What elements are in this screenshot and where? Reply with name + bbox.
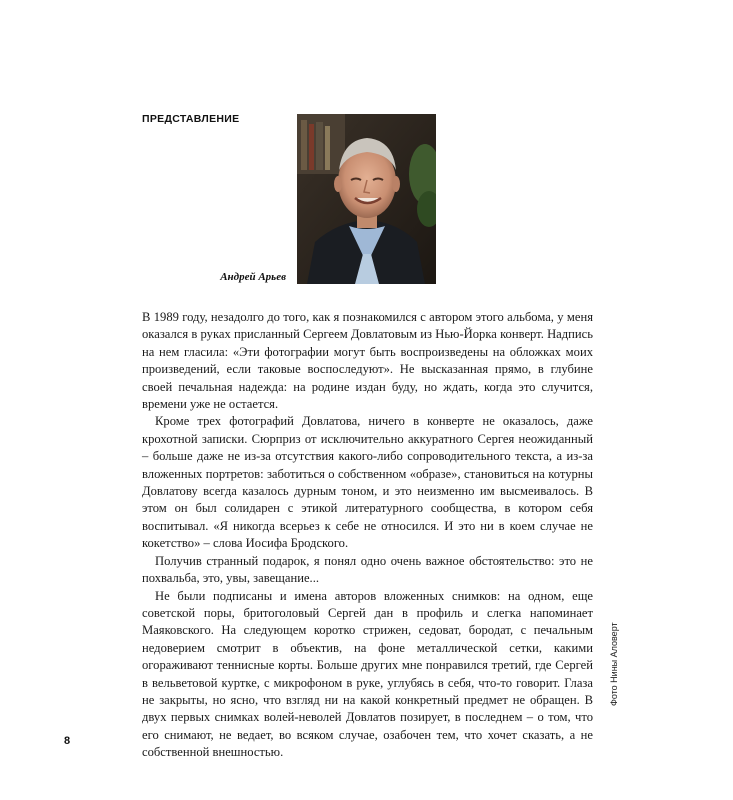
page-number: 8	[64, 735, 71, 747]
article-paragraph: Не были подписаны и имена авторов вложенных снимков: на одном, еще советской поры, бритоголовый Сергей дан в профиль и слегка напоминает Маяковского. На следующем коротко стрижен, седоват, бородат, с печальным недоверием смотрит в объектив, на фоне металлической сетки, какими огораживают теннисные корты. Больше других мне понравился третий, где Сергей в вельветовой куртке, с микрофоном в руке, углубясь в себя, что-то говорит. Глаза не закрыты, но ясно, что взгляд ни на какой конкретный предмет не обращен. В двух первых снимках волей-неволей Довлатов позирует, в последнем – о том, что его снимают, не ведает, во всяком случае, озабочен тем, что хочет сказать, а не собственной внешностью.	[142, 588, 593, 760]
author-portrait-photo	[297, 114, 436, 284]
photo-credit: Фото Нины Аловерт	[609, 622, 619, 706]
article-paragraph: Кроме трех фотографий Довлатова, ничего в конверте не оказалось, даже крохотной записки. Сюрприз от исключительно аккуратного Сергея неожиданный – больше даже не из-за отсутствия какого-либо сопроводительного текста, а из-за вложенных портретов: заботиться о собственном «образе», становиться на котурны Довлатову всегда казалось дурным тоном, и это неизменно им высмеивалось. В этом он был солидарен с этикой литературного сообщества, в котором себя воспитывал. «Я никогда всерьез к себе не относился. И это ни в коем случае не кокетство» – слова Иосифа Бродского.	[142, 414, 593, 551]
article-body	[142, 309, 593, 762]
article-paragraph: Получив странный подарок, я понял одно очень важное обстоятельство: это не похвальба, это, увы, завещание...	[142, 553, 593, 586]
article-paragraph: В 1989 году, незадолго до того, как я познакомился с автором этого альбома, у меня оказался в руках присланный Сергеем Довлатовым из Нью-Йорка конверт. Надпись на нем гласила: «Эти фотографии могут быть воспроизведены на обложках моих произведений, если таковые воспоследуют». Не высказанная прямо, в глубине своей печальная надежда: на родине издан буду, но ждать, когда это случится, времени уже не остается.	[142, 310, 593, 412]
portrait-caption: Андрей Арьев	[220, 271, 286, 283]
section-title: ПРЕДСТАВЛЕНИЕ	[142, 113, 240, 125]
